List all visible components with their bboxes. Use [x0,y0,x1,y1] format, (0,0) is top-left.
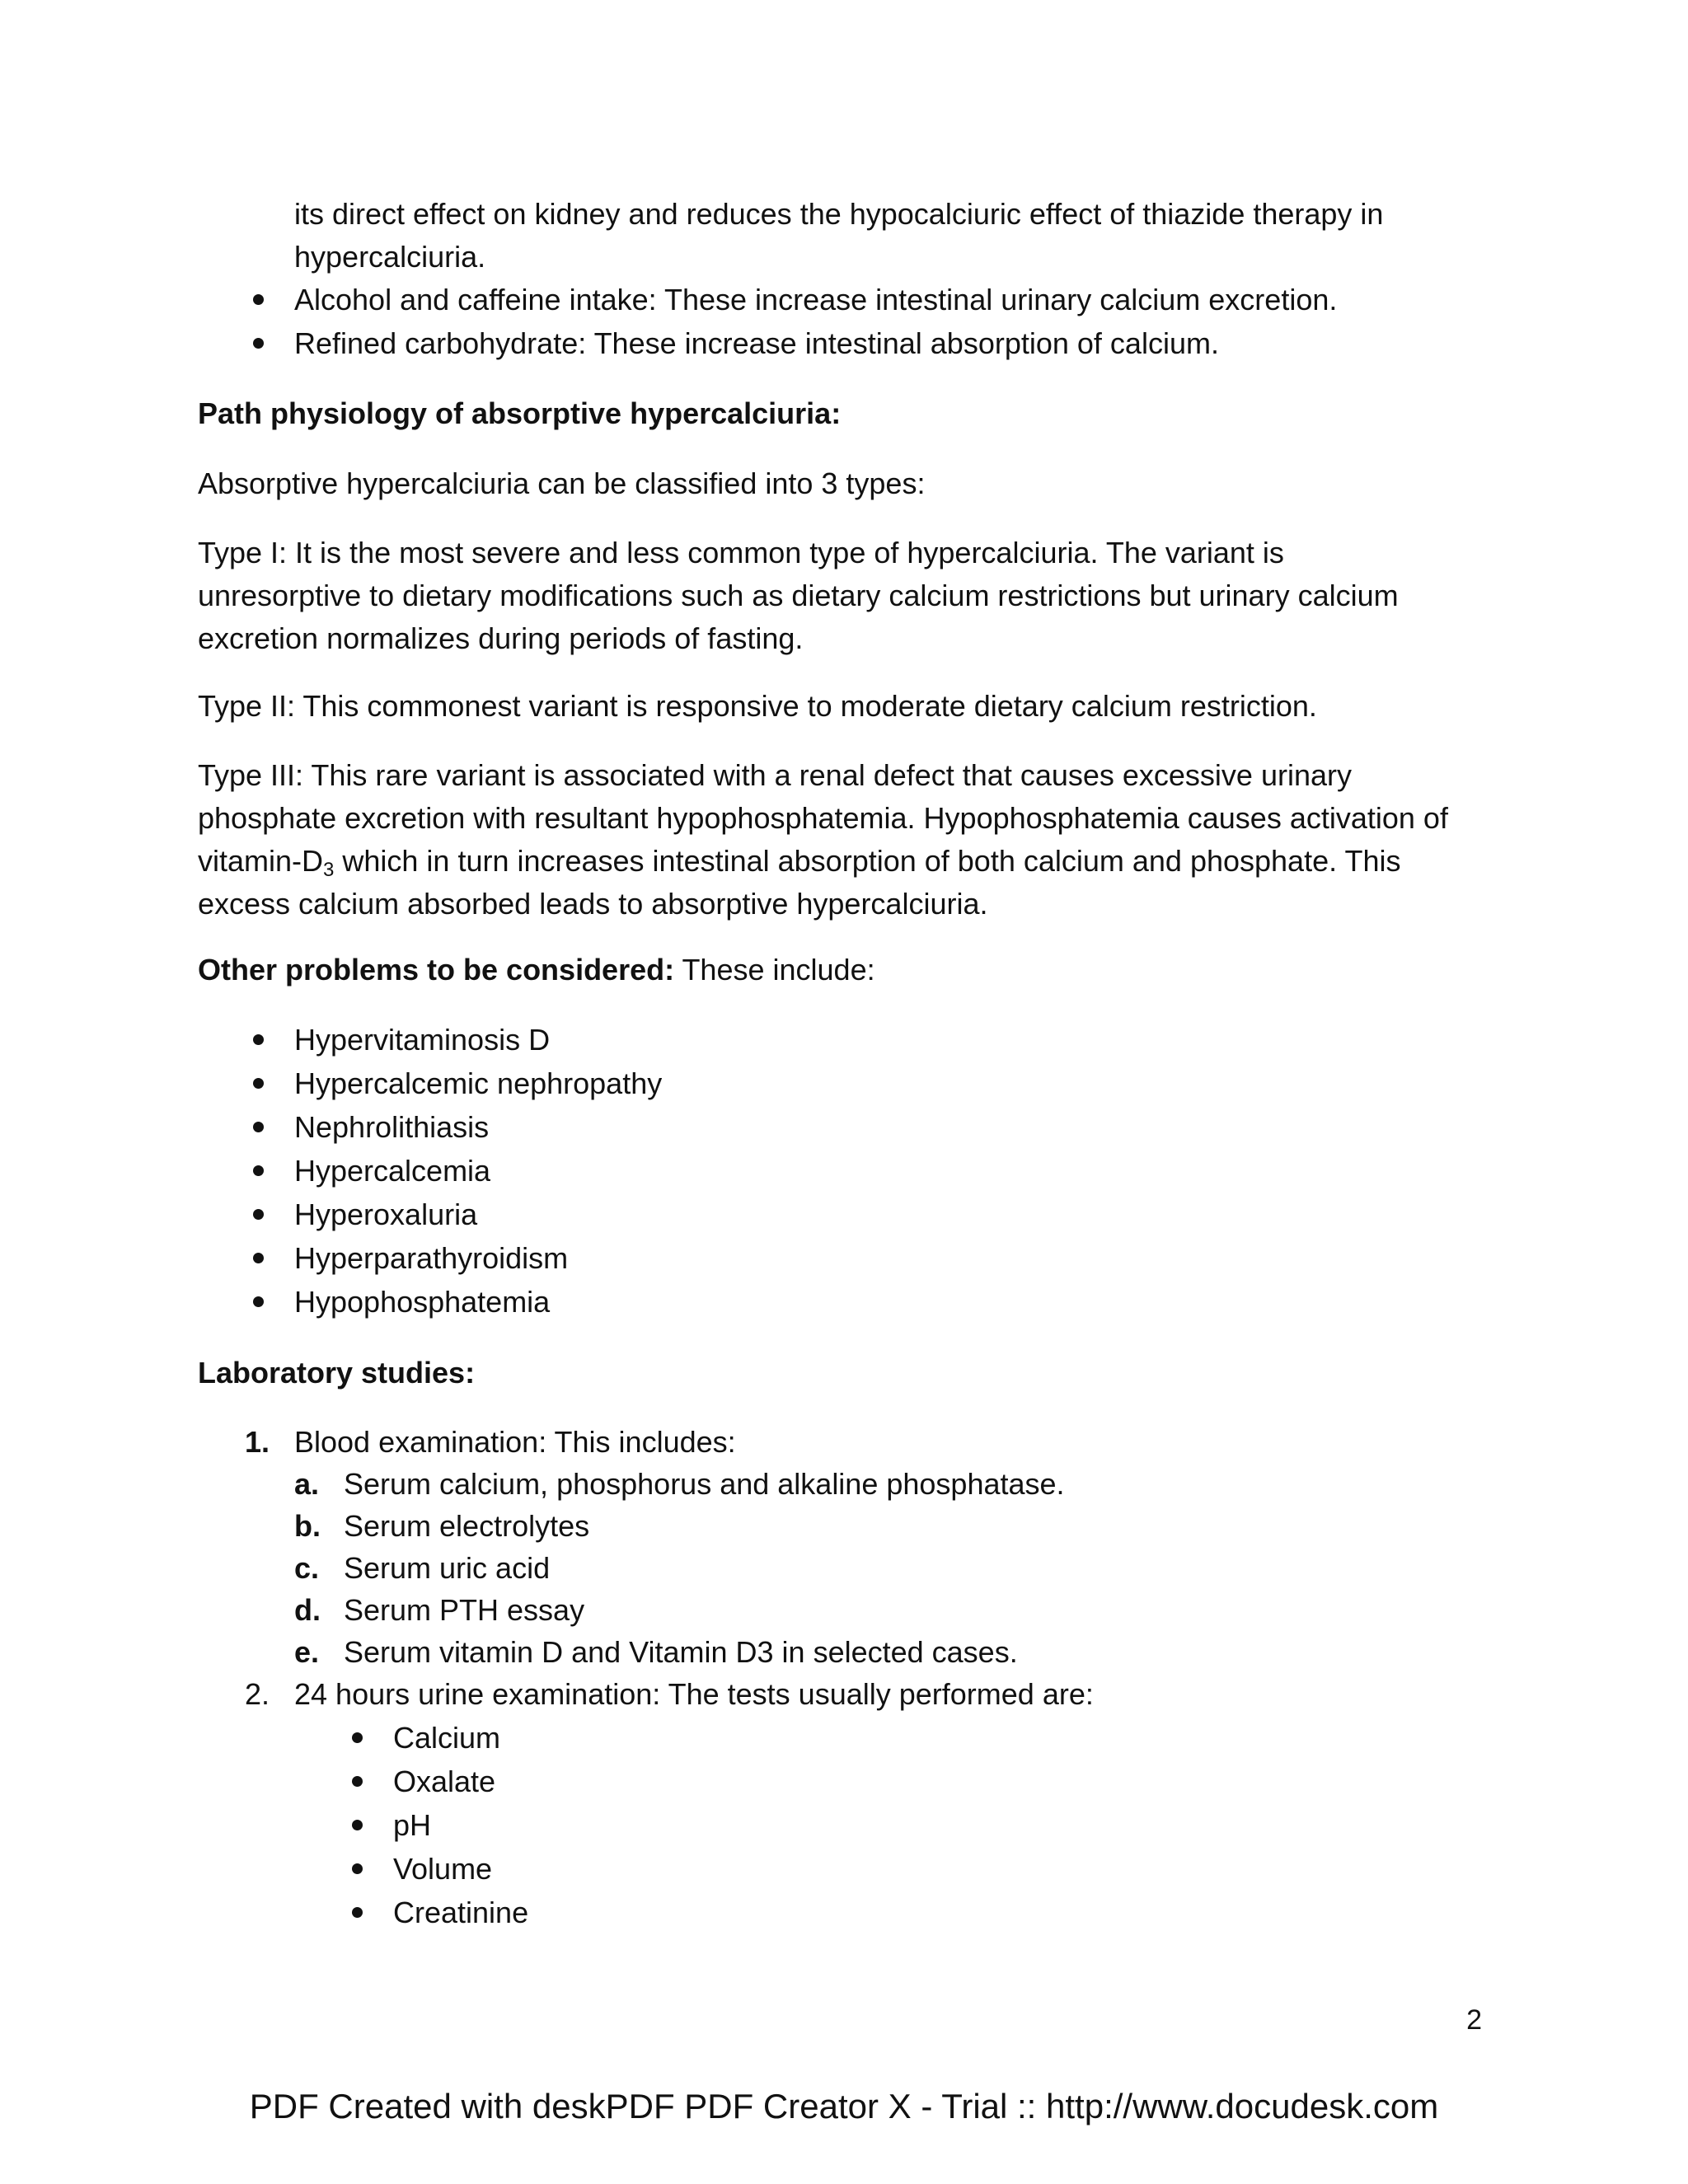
blood-sublist [294,1463,1580,1673]
lab-item-urine: 2. 24 hours urine examination: The tests usually performed are: Calcium Oxalate pH Volume Creatinine [294,1673,1531,1935]
list-item: Refined carbohydrate: These increase intestinal absorption of calcium. [294,322,1531,366]
bullet-icon [253,1253,264,1263]
list-item: c. Serum uric acid [294,1551,551,1585]
lab-item-blood: 1. Blood examination: This includes: a. Serum calcium, phosphorus and alkaline phosphatase. b. Serum electrolytes c. Serum uric acid d. Serum PTH essay e. Serum vitamin D and Vitamin D3 in selected cases. [294,1421,1531,1673]
pathophysiology-intro: Absorptive hypercalciuria can be classified into 3 types: [198,466,926,500]
bullet-icon [352,1776,363,1787]
list-item: Nephrolithiasis [294,1106,1118,1150]
intro-bullet-list [294,279,1531,366]
list-item: Hypercalcemia [294,1150,1118,1193]
bullet-icon [253,1165,264,1176]
continuation-text: its direct effect on kidney and reduces the hypocalciuric effect of thiazide therapy in hypercalciuria. [294,197,1384,274]
list-item: Calcium [393,1717,1629,1760]
section-heading-other-problems: Other problems to be considered: [198,953,675,987]
section-heading-laboratory: Laboratory studies: [198,1356,476,1390]
list-item: pH [393,1804,1629,1848]
list-item: Hyperparathyroidism [294,1237,1118,1281]
bullet-icon [253,294,264,305]
type1-paragraph: Type I: It is the most severe and less common type of hypercalciuria. The variant is unresorptive to dietary modifications such as dietary calcium restrictions but urinary calcium excretion normalizes during periods of fasting. [198,536,1399,655]
bullet-icon [253,1078,264,1089]
type2-paragraph: Type II: This commonest variant is responsive to moderate dietary calcium restriction. [198,689,1317,723]
bullet-icon [253,1122,264,1132]
list-item: a. Serum calcium, phosphorus and alkaline phosphatase. [294,1467,1065,1501]
list-item: b. Serum electrolytes [294,1509,590,1543]
bullet-icon [253,338,264,349]
other-problems-list [294,1019,1118,1324]
other-problems-line: Other problems to be considered: These include: [198,953,875,987]
bullet-icon [253,1296,264,1307]
bullet-icon [352,1907,363,1918]
bullet-icon [352,1820,363,1830]
list-item: Hyperoxaluria [294,1193,1118,1237]
list-item: Hypophosphatemia [294,1281,1118,1324]
lab-list [245,1421,1531,1935]
list-item: d. Serum PTH essay [294,1593,585,1627]
list-number: 2. [245,1677,270,1711]
type3-paragraph: Type III: This rare variant is associated with a renal defect that causes excessive urinary phosphate excretion with resultant hypophosphatemia. Hypophosphatemia causes activation of vitamin-$D_3$ which in turn increases intestinal absorption of both calcium and phosphate. This excess calcium absorbed leads to absorptive hypercalciuria. [198,758,1448,921]
list-item: e. Serum vitamin D and Vitamin D3 in selected cases. [294,1635,1018,1669]
list-item: Creatinine [393,1891,1629,1935]
bullet-icon [253,1034,264,1045]
urine-sublist [393,1717,1629,1935]
bullet-icon [253,1209,264,1220]
list-item: Hypervitaminosis D [294,1019,1118,1062]
section-heading-pathophysiology: Path physiology of absorptive hypercalciuria: [198,396,842,430]
list-item: Hypercalcemic nephropathy [294,1062,1118,1106]
page-number: 2 [1466,2004,1482,2036]
bullet-icon [352,1732,363,1743]
list-item: Volume [393,1848,1629,1891]
bullet-icon [352,1863,363,1874]
list-item: Alcohol and caffeine intake: These increase intestinal urinary calcium excretion. [294,279,1531,322]
list-number: 1. [245,1425,270,1459]
pdf-creator-footer: PDF Created with deskPDF PDF Creator X - Trial :: http://www.docudesk.com [249,2087,1439,2125]
subscript: 3 [323,859,335,881]
list-item: Oxalate [393,1760,1629,1804]
